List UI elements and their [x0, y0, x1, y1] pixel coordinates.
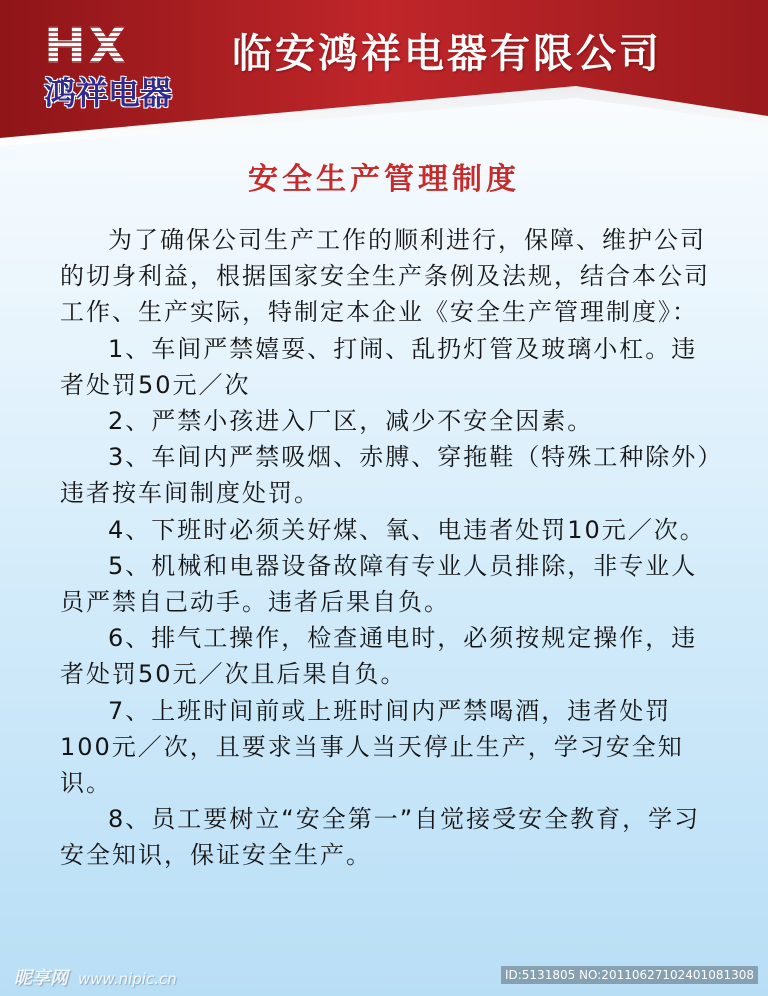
rule-item: 3、车间内严禁吸烟、赤膊、穿拖鞋（特殊工种除外）违者按车间制度处罚。 — [60, 443, 712, 508]
rule-item: 4、下班时必须关好煤、氧、电违者处罚10元／次。 — [108, 515, 706, 544]
watermark-id: ID:5131805 NO:20110627102401081308 — [501, 966, 758, 984]
watermark-brand-name: 昵享网 — [14, 968, 68, 989]
rule-item: 7、上班时间前或上班时间内严禁喝酒，违者处罚100元／次，且要求当事人当天停止生产，学习安全知识。 — [60, 696, 684, 798]
document-title: 安全生产管理制度 — [248, 162, 520, 197]
rule-item: 8、员工要树立“安全第一”自觉接受安全教育，学习安全知识，保证安全生产。 — [60, 805, 701, 870]
logo-letters: HX — [44, 18, 194, 74]
rule-item: 6、排气工操作，检查通电时，必须按规定操作，违者处罚50元／次且后果自负。 — [60, 624, 698, 689]
rule-item: 2、严禁小孩进入厂区，减少不安全因素。 — [108, 407, 594, 436]
rule-item: 5、机械和电器设备故障有专业人员排除，非专业人员严禁自己动手。违者后果自负。 — [60, 551, 698, 617]
company-logo — [44, 17, 194, 112]
intro-paragraph: 为了确保公司生产工作的顺利进行，保障、维护公司的切身利益，根据国家安全生产条例及法规，结合本公司工作、生产实际，特制定本企业《安全生产管理制度》： — [60, 226, 710, 327]
watermark-brand — [14, 964, 177, 990]
watermark-url: www.nipic.cn — [78, 970, 177, 988]
document-body — [60, 222, 720, 874]
rule-item: 1、车间严禁嬉耍、打闹、乱扔灯管及玻璃小杠。违者处罚50元／次 — [60, 334, 698, 399]
company-name: 临安鸿祥电器有限公司 — [232, 31, 662, 77]
logo-chinese-name: 鸿祥电器 — [44, 74, 173, 112]
